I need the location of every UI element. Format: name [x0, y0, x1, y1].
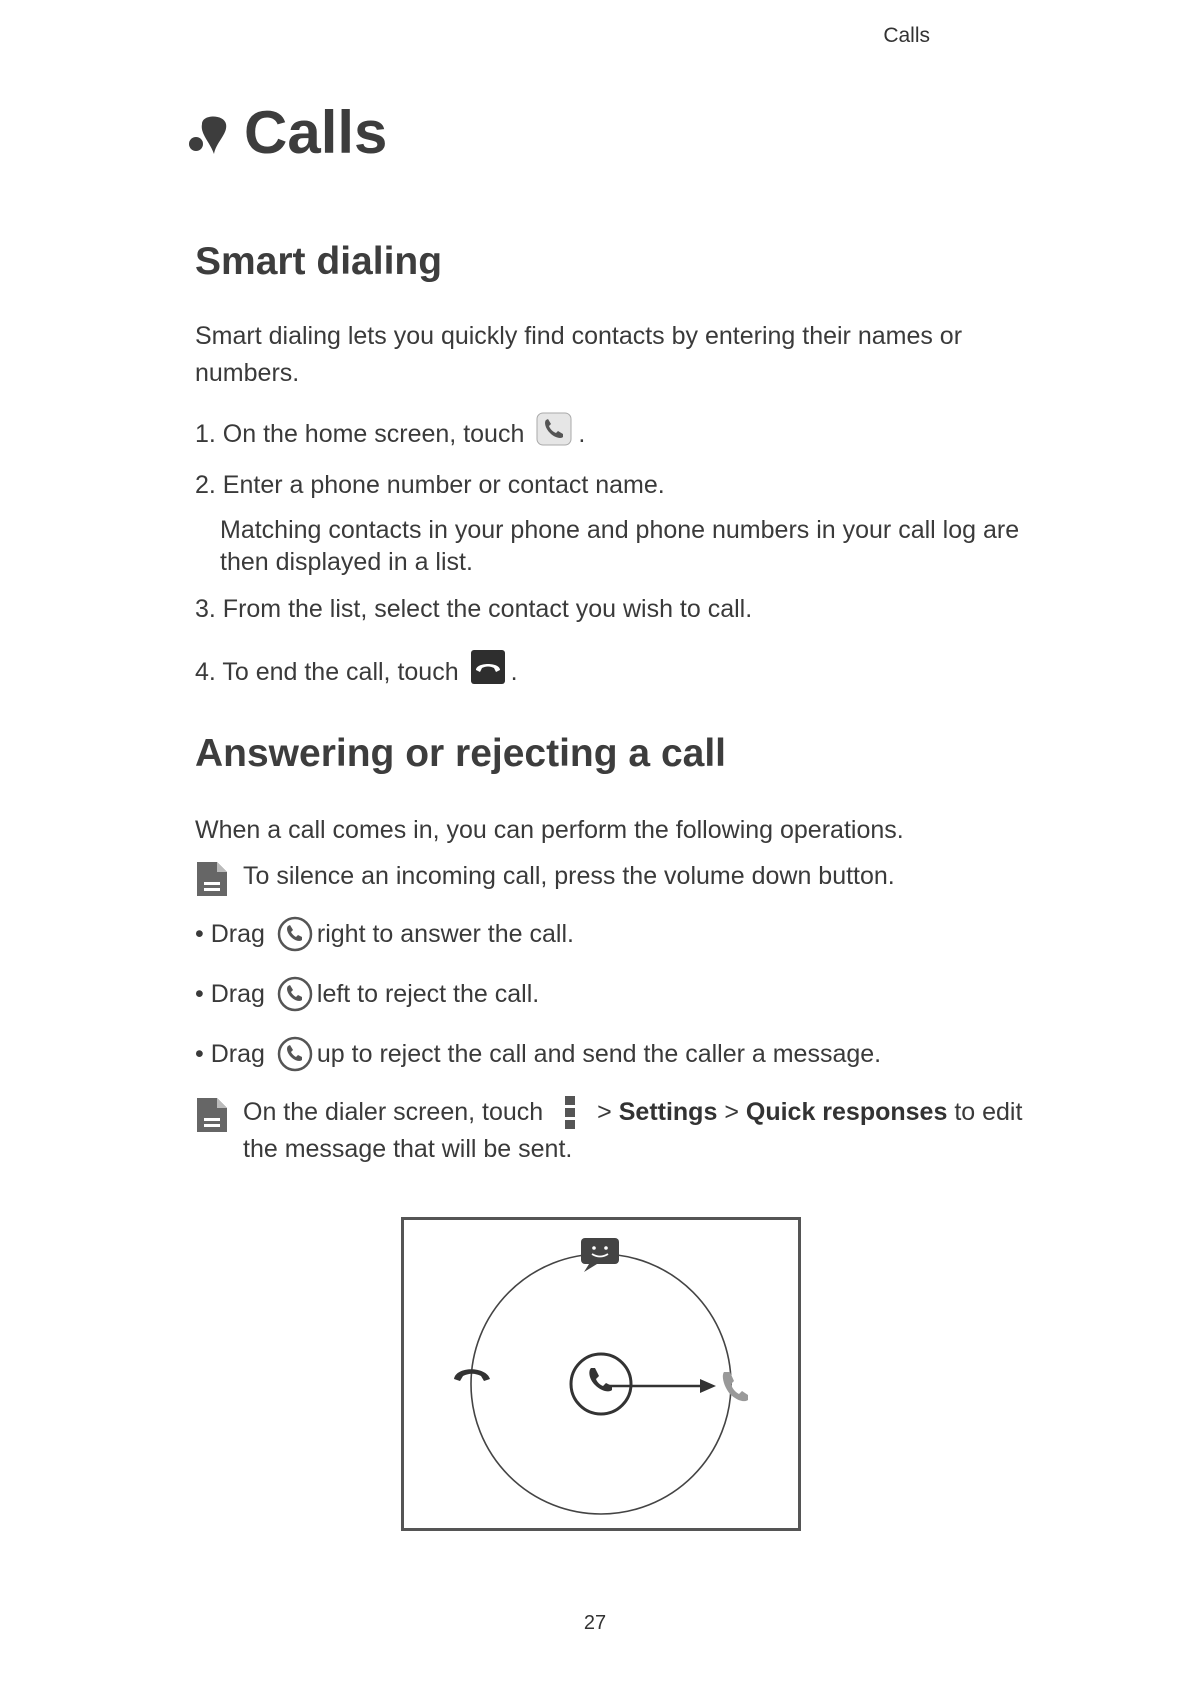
note-quick-line-2: the message that will be sent.: [243, 1135, 573, 1163]
bullet-answer-text: right to answer the call.: [316, 919, 574, 948]
step-3: [195, 592, 752, 626]
note-quick-text-1: On the dialer screen, touch: [243, 1098, 544, 1126]
note-quick-sep-1: >: [597, 1098, 612, 1126]
answer-call-icon: [723, 1372, 748, 1401]
step-4-text: 4. To end the call, touch: [195, 657, 459, 686]
step-4: [195, 650, 518, 693]
note-silence: [195, 858, 895, 898]
step-1-text: 1. On the home screen, touch: [195, 419, 525, 448]
note-quick-text-2: to edit: [954, 1098, 1023, 1126]
running-header: Calls: [883, 24, 930, 47]
end-call-icon: [471, 650, 505, 693]
bullet-message: [195, 1034, 881, 1074]
note-settings-label: Settings: [618, 1098, 718, 1126]
step-3-text: 3. From the list, select the contact you wish to call.: [195, 595, 753, 623]
note-icon: [195, 1094, 229, 1134]
incoming-call-diagram: [404, 1220, 798, 1528]
bullet-prefix: • Drag: [195, 1039, 265, 1068]
step-2-detail: Matching contacts in your phone and phone numbers in your call log are then displayed in a list.: [220, 516, 1020, 576]
center-call-handle: [571, 1354, 631, 1414]
bullet-answer: [195, 914, 574, 954]
message-icon: [581, 1238, 619, 1272]
chapter-title: Calls: [244, 99, 388, 166]
answer-handle-icon: [277, 916, 313, 952]
phone-app-icon: [536, 412, 572, 455]
bullet-prefix: • Drag: [195, 919, 265, 948]
section-heading-answering: Answering or rejecting a call: [195, 732, 726, 775]
note-quick-responses-label: Quick responses: [745, 1098, 948, 1126]
menu-icon: [563, 1095, 577, 1131]
bullet-reject: [195, 974, 539, 1014]
answer-handle-icon: [277, 976, 313, 1012]
page-number: 27: [583, 1612, 607, 1634]
note-quick-sep-2: >: [724, 1098, 739, 1126]
step-4-end: .: [510, 657, 518, 686]
answering-intro: When a call comes in, you can perform the following operations.: [195, 816, 904, 844]
note-silence-text: To silence an incoming call, press the volume down button.: [243, 862, 895, 890]
step-2: [195, 468, 665, 502]
incoming-call-figure: [401, 1217, 801, 1531]
step-1: [195, 412, 585, 455]
step-2-text: 2. Enter a phone number or contact name.: [195, 471, 665, 499]
note-quick-responses: [195, 1094, 1022, 1168]
step-1-end: .: [578, 419, 586, 448]
section-heading-smart-dialing: Smart dialing: [195, 240, 443, 283]
note-icon: [195, 858, 229, 898]
note-quick-responses-body: [243, 1094, 1022, 1168]
calls-chapter-icon: [188, 110, 234, 156]
chapter-heading: [188, 98, 387, 168]
bullet-message-text: up to reject the call and send the caller a message.: [316, 1039, 882, 1068]
smart-dialing-intro: Smart dialing lets you quickly find contacts by entering their names or numbers.: [195, 322, 963, 387]
bullet-reject-text: left to reject the call.: [316, 979, 540, 1008]
answer-handle-icon: [277, 1036, 313, 1072]
bullet-prefix: • Drag: [195, 979, 265, 1008]
